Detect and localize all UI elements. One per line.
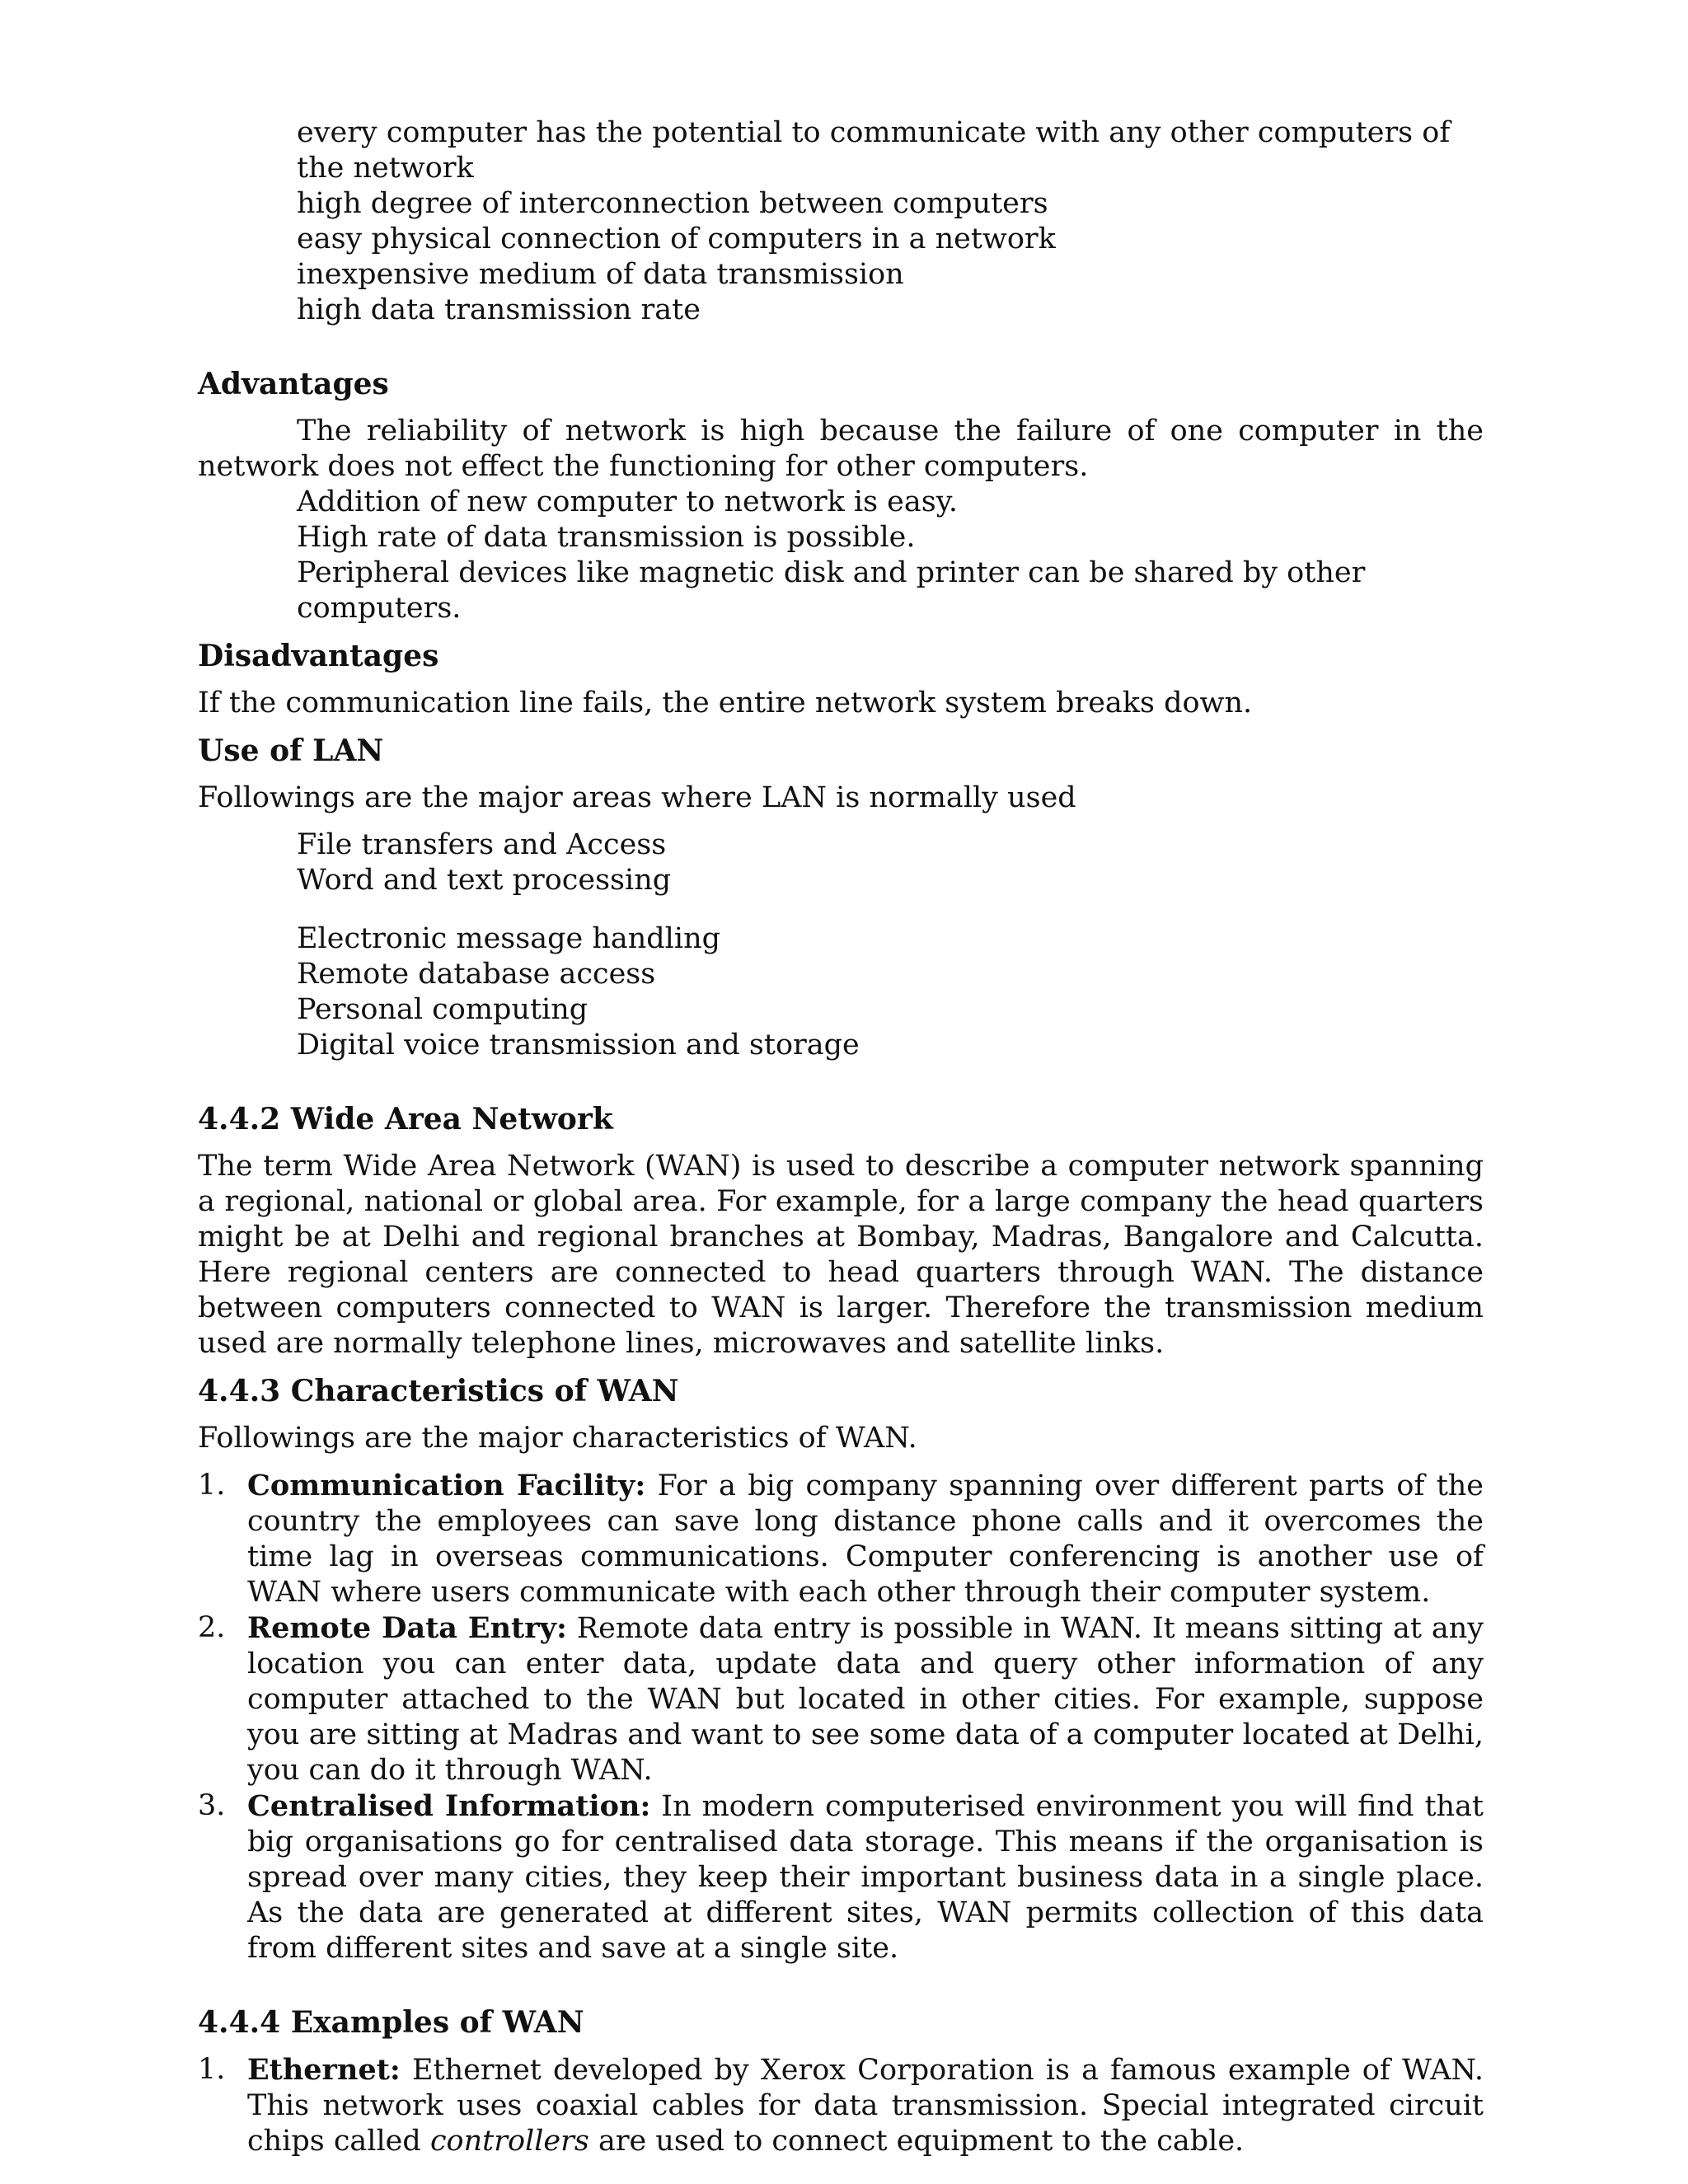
disadvantages-text: If the communication line fails, the entire network system breaks down.: [198, 687, 1253, 719]
disadvantages-heading: Disadvantages: [198, 639, 439, 673]
examples-heading: 4.4.4 Examples of WAN: [198, 2005, 584, 2040]
list-item: 1. Ethernet: Ethernet developed by Xerox Corporation is a famous example of WAN. This network uses coaxial cables for data transmission. Special integrated circuit chips called controllers are used to connect equipment to the cable.: [198, 2053, 1484, 2158]
list-item: inexpensive medium of data transmission: [297, 258, 904, 291]
characteristics-heading: 4.4.3 Characteristics of WAN: [198, 1374, 679, 1408]
use-of-lan-heading: Use of LAN: [198, 733, 384, 768]
wan-heading: 4.4.2 Wide Area Network: [198, 1102, 613, 1137]
item-text: In modern computerised environment you will find that big organisations go for centralised data storage. This means if the organisation is spread over many cities, they keep their important business data in a single place. As the data are generated at different sites, WAN permits collection of this data from different sites and save at a single site.: [247, 1790, 1484, 1965]
list-item: 1. Communication Facility: For a big company spanning over different parts of the country the employees can save long distance phone calls and it overcomes the time lag in overseas communications. Computer conferencing is another use of WAN where users communicate with each other through their computer system.: [198, 1469, 1484, 1609]
list-item: File transfers and Access: [297, 828, 667, 861]
list-item: Digital voice transmission and storage: [297, 1029, 860, 1062]
list-item: Peripheral devices like magnetic disk and printer can be shared by other computers.: [297, 556, 1366, 625]
list-item: easy physical connection of computers in a network: [297, 223, 1056, 255]
item-italic: controllers: [429, 2125, 589, 2158]
item-text: Remote data entry is possible in WAN. It means sitting at any location you can enter data, update data and query other information of any computer attached to the WAN but located in other cities. For example, suppose you are sitting at Madras and want to see some data of a computer located at Delhi, you can do it through WAN.: [247, 1612, 1484, 1787]
list-item: every computer has the potential to communicate with any other computers of the network: [297, 116, 1451, 185]
document-page: [198, 115, 1484, 2159]
wan-paragraph: The term Wide Area Network (WAN) is used to describe a computer network spanning a regional, national or global area. For example, for a large company the head quarters might be at Delhi and regional branches at Bombay, Madras, Bangalore and Calcutta. Here regional centers are connected to head quarters through WAN. The distance between computers connected to WAN is larger. Therefore the transmission medium used are normally telephone lines, microwaves and satellite links.: [198, 1150, 1484, 1360]
top-list: [198, 115, 1484, 328]
item-text: For a big company spanning over different parts of the country the employees can save long distance phone calls and it overcomes the time lag in overseas communications. Computer conferencing is another use of WAN where users communicate with each other through their computer system.: [247, 1469, 1484, 1609]
advantages-heading: Advantages: [198, 367, 389, 401]
item-text: Ethernet developed by Xerox Corporation is a famous example of WAN. This network uses coaxial cables for data transmission. Special integrated circuit chips called: [247, 2054, 1484, 2158]
list-item: 3. Centralised Information: In modern computerised environment you will find that big organisations go for centralised data storage. This means if the organisation is spread over many cities, they keep their important business data in a single place. As the data are generated at different sites, WAN permits collection of this data from different sites and save at a single site.: [198, 1789, 1484, 1965]
characteristics-list: [198, 1468, 1484, 1966]
characteristics-intro: Followings are the major characteristics of WAN.: [198, 1422, 917, 1455]
list-item: Word and text processing: [297, 864, 672, 897]
item-title: Ethernet:: [247, 2053, 401, 2087]
item-title: Remote Data Entry:: [247, 1611, 567, 1645]
examples-list: [198, 2052, 1484, 2159]
list-item: Electronic message handling: [297, 922, 721, 955]
list-item: Addition of new computer to network is easy.: [297, 485, 958, 518]
list-item: Personal computing: [297, 993, 588, 1026]
list-item: Remote database access: [297, 958, 656, 991]
list-item: high data transmission rate: [297, 293, 701, 326]
list-item: high degree of interconnection between computers: [297, 187, 1048, 220]
list-item: High rate of data transmission is possible.: [297, 521, 916, 554]
list-item: 2. Remote Data Entry: Remote data entry is possible in WAN. It means sitting at any location you can enter data, update data and query other information of any computer attached to the WAN but located in other cities. For example, suppose you are sitting at Madras and want to see some data of a computer located at Delhi, you can do it through WAN.: [198, 1611, 1484, 1787]
use-of-lan-intro: Followings are the major areas where LAN is normally used: [198, 781, 1076, 814]
item-title: Communication Facility:: [247, 1469, 646, 1502]
item-title: Centralised Information:: [247, 1789, 651, 1823]
advantages-first-item: The reliability of network is high because the failure of one computer in the network does not effect the functioning for other computers.: [198, 415, 1484, 483]
item-text: are used to connect equipment to the cable.: [588, 2125, 1245, 2158]
